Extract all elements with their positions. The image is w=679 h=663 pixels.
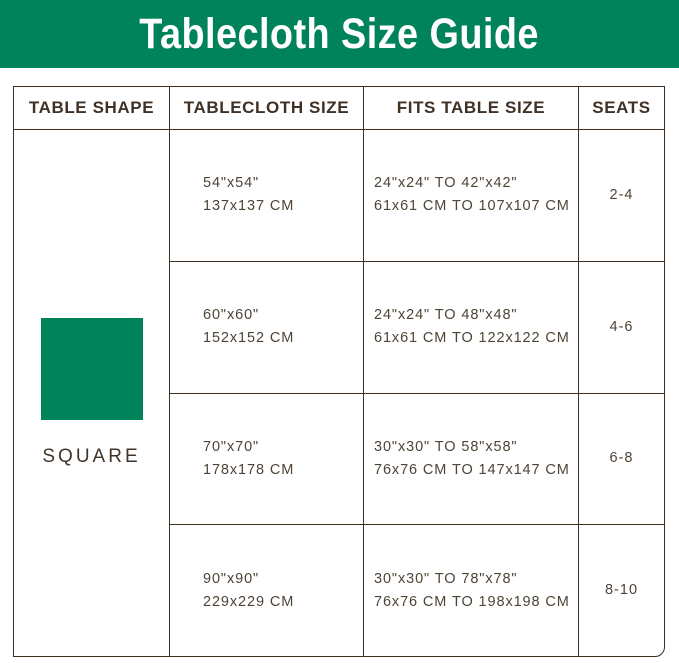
tablecloth-size-cm: 178x178 CM [203, 461, 295, 478]
fits-table-size-cell [363, 129, 578, 261]
fits-size-inches: 24"x24" TO 48"x48" [374, 307, 518, 324]
fits-table-size-cell [363, 393, 578, 525]
table-shape-cell [14, 129, 169, 656]
tablecloth-size-cm: 229x229 CM [203, 593, 295, 610]
tablecloth-size-inches: 70"x70" [203, 438, 260, 455]
seats-value: 2-4 [609, 186, 634, 203]
seats-value: 8-10 [604, 582, 639, 599]
tablecloth-size-cell [169, 261, 363, 393]
seats-value: 4-6 [609, 318, 634, 335]
fits-size-inches: 30"x30" TO 58"x58" [374, 438, 518, 455]
column-header-seats: SEATS [578, 87, 664, 129]
fits-size-inches: 30"x30" TO 78"x78" [374, 570, 518, 587]
tablecloth-size-cell [169, 393, 363, 525]
fits-table-size-cell [363, 261, 578, 393]
page-title: Tablecloth Size Guide [139, 9, 540, 58]
column-header-fits-table-size: FITS TABLE SIZE [363, 87, 578, 129]
size-guide-table [13, 86, 665, 657]
tablecloth-size-cell [169, 129, 363, 261]
tablecloth-size-inches: 60"x60" [203, 307, 260, 324]
fits-size-cm: 76x76 CM TO 198x198 CM [374, 593, 570, 610]
seats-cell [578, 393, 664, 525]
seats-cell [578, 129, 664, 261]
fits-table-size-cell [363, 524, 578, 656]
seats-cell [578, 524, 664, 656]
fits-size-cm: 61x61 CM TO 107x107 CM [374, 198, 570, 215]
seats-value: 6-8 [609, 450, 634, 467]
column-header-table-shape: TABLE SHAPE [28, 98, 155, 117]
fits-size-cm: 61x61 CM TO 122x122 CM [374, 330, 570, 347]
tablecloth-size-cm: 137x137 CM [203, 198, 295, 215]
tablecloth-size-inches: 90"x90" [203, 570, 260, 587]
title-banner [0, 0, 679, 68]
seats-cell [578, 261, 664, 393]
tablecloth-size-inches: 54"x54" [203, 175, 260, 192]
square-shape-icon [41, 318, 143, 420]
shape-label: SQUARE [42, 446, 141, 467]
fits-size-cm: 76x76 CM TO 147x147 CM [374, 461, 570, 478]
tablecloth-size-cm: 152x152 CM [203, 330, 295, 347]
column-header-tablecloth-size: TABLECLOTH SIZE [169, 87, 363, 129]
tablecloth-size-cell [169, 524, 363, 656]
fits-size-inches: 24"x24" TO 42"x42" [374, 175, 518, 192]
